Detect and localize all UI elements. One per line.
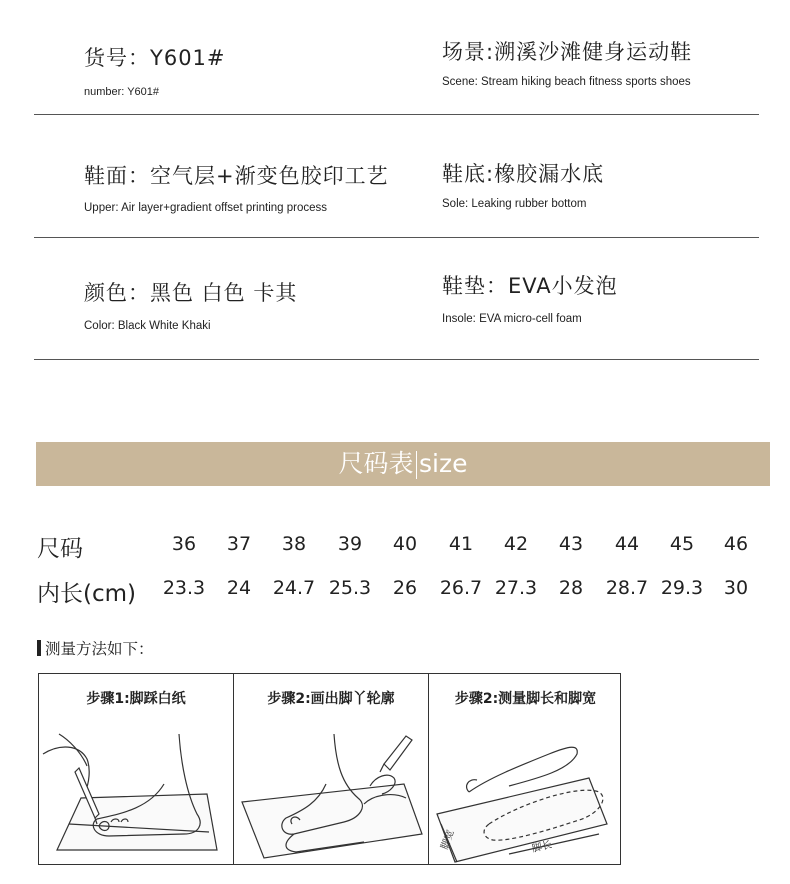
size-cell: 45 [669,533,695,555]
size-cell: 42 [503,533,529,555]
spec-en: Scene: Stream hiking beach fitness sports shoes [442,76,691,88]
spec-zh: 鞋底:橡胶漏水底 [442,162,605,186]
spec-en: Insole: EVA micro-cell foam [442,313,582,325]
spec-en: Color: Black White Khaki [84,320,211,332]
spec-zh: 鞋垫：EVA小发泡 [442,274,618,298]
step-panel-3 [429,674,622,864]
length-cell: 24.7 [272,577,316,599]
size-cell: 41 [448,533,474,555]
size-chart-banner [36,442,770,486]
spec-en: Upper: Air layer+gradient offset printing process [84,202,328,214]
length-cell: 26 [392,577,418,599]
step-panel-2 [234,674,428,864]
size-cell: 46 [723,533,749,555]
spec-zh: 场景:溯溪沙滩健身运动鞋 [442,40,693,64]
size-cell: 38 [281,533,307,555]
length-cell: 28.7 [605,577,649,599]
foot-length-label: 脚长 [531,839,554,855]
spec-zh: 货号：Y601# [84,46,226,70]
size-row-label: 尺码 [37,536,83,562]
measure-heading [37,637,154,659]
divider [34,237,759,238]
measure-foot-illustration [429,674,622,864]
step-title: 步骤2:画出脚丫轮廓 [267,691,395,707]
banner-zh: 尺码表 [338,449,414,478]
size-cell: 36 [171,533,197,555]
length-cell: 24 [226,577,252,599]
spec-zh: 鞋面：空气层+渐变色胶印工艺 [84,164,389,188]
step-title: 步骤2:测量脚长和脚宽 [454,691,597,707]
length-cell: 29.3 [660,577,704,599]
step-title: 步骤1:脚踩白纸 [86,691,186,707]
spec-sole [442,158,604,210]
size-cell: 39 [337,533,363,555]
length-cell: 27.3 [494,577,538,599]
measure-steps [38,673,621,865]
length-row-label: 内长(cm) [37,581,136,607]
spec-item-number [84,42,226,98]
spec-upper [84,160,389,214]
spec-color [84,277,297,332]
divider [34,114,759,115]
size-cell: 37 [226,533,252,555]
step-panel-1 [39,674,233,864]
banner-en: size [419,449,468,478]
spec-en: number: Y601# [84,86,160,98]
length-cell: 30 [723,577,749,599]
measure-heading-text: 测量方法如下： [45,640,154,658]
length-cell: 26.7 [439,577,483,599]
divider [34,359,759,360]
spec-en: Sole: Leaking rubber bottom [442,198,587,210]
spec-scene [442,36,692,88]
foot-width-label: 脚宽 [439,828,457,852]
size-cell: 40 [392,533,418,555]
length-cell: 23.3 [162,577,206,599]
size-cell: 44 [614,533,640,555]
spec-zh: 颜色：黑色 白色 卡其 [84,281,298,305]
banner-separator [416,451,418,479]
foot-on-paper-illustration [39,674,233,864]
heading-bar [37,640,41,656]
length-cell: 25.3 [328,577,372,599]
draw-outline-illustration [234,674,428,864]
length-cell: 28 [558,577,584,599]
spec-insole [442,270,618,325]
size-cell: 43 [558,533,584,555]
